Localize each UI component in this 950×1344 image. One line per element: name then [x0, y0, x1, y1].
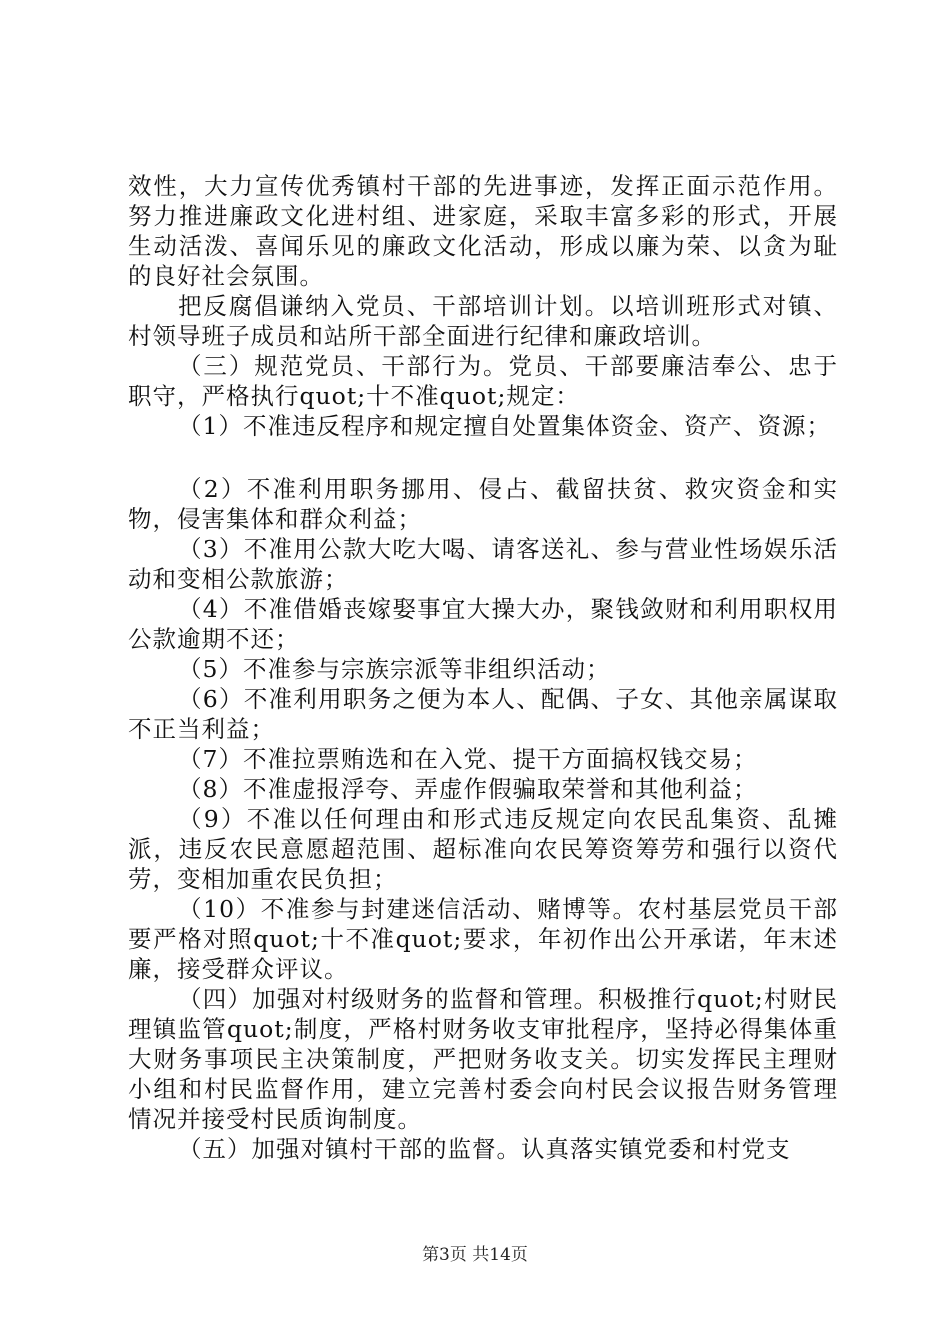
paragraph-section-three: （三）规范党员、干部行为。党员、干部要廉洁奉公、忠于职守，严格执行quot;十不准quot;规定：: [128, 352, 838, 410]
paragraph-gap: [128, 441, 838, 474]
paragraph-continuation: 效性，大力宣传优秀镇村干部的先进事迹，发挥正面示范作用。努力推进廉政文化进村组、进家庭，采取丰富多彩的形式，开展生动活泼、喜闻乐见的廉政文化活动，形成以廉为荣、以贪为耻的良好社会氛围。: [128, 172, 838, 290]
rule-item-10: （10）不准参与封建迷信活动、赌博等。农村基层党员干部要严格对照quot;十不准quot;要求，年初作出公开承诺，年末述廉，接受群众评议。: [128, 895, 838, 983]
rule-item-4: （4）不准借婚丧嫁娶事宜大操大办，聚钱敛财和利用职权用公款逾期不还；: [128, 595, 838, 653]
rule-item-2: （2）不准利用职务挪用、侵占、截留扶贫、救灾资金和实物，侵害集体和群众利益；: [128, 475, 838, 533]
rule-item-3: （3）不准用公款大吃大喝、请客送礼、参与营业性场娱乐活动和变相公款旅游；: [128, 535, 838, 593]
paragraph-section-five: （五）加强对镇村干部的监督。认真落实镇党委和村党支: [178, 1135, 791, 1163]
paragraph-section-four: （四）加强对村级财务的监督和管理。积极推行quot;村财民理镇监管quot;制度，严格村财务收支审批程序，坚持必得集体重大财务事项民主决策制度，严把财务收支关。切实发挥民主理财小组和村民监督作用，建立完善村委会向村民会议报告财务管理情况并接受村民质询制度。: [128, 985, 838, 1133]
paragraph-training-plan: 把反腐倡谦纳入党员、干部培训计划。以培训班形式对镇、村领导班子成员和站所干部全面进行纪律和廉政培训。: [128, 292, 838, 350]
rule-item-9: （9）不准以任何理由和形式违反规定向农民乱集资、乱摊派，违反农民意愿超范围、超标准向农民筹资筹劳和强行以资代劳，变相加重农民负担；: [128, 805, 838, 893]
rule-item-5: （5）不准参与宗族宗派等非组织活动；: [178, 655, 611, 683]
rule-item-6: （6）不准利用职务之便为本人、配偶、子女、其他亲属谋取不正当利益；: [128, 685, 838, 743]
page-number-footer: 第3页 共14页: [422, 1245, 528, 1265]
document-body: [128, 171, 838, 1164]
rule-item-1: （1）不准违反程序和规定擅自处置集体资金、资产、资源；: [178, 412, 831, 440]
rule-item-8: （8）不准虚报浮夸、弄虚作假骗取荣誉和其他利益；: [178, 775, 758, 803]
rule-item-7: （7）不准拉票贿选和在入党、提干方面搞权钱交易；: [178, 745, 758, 773]
